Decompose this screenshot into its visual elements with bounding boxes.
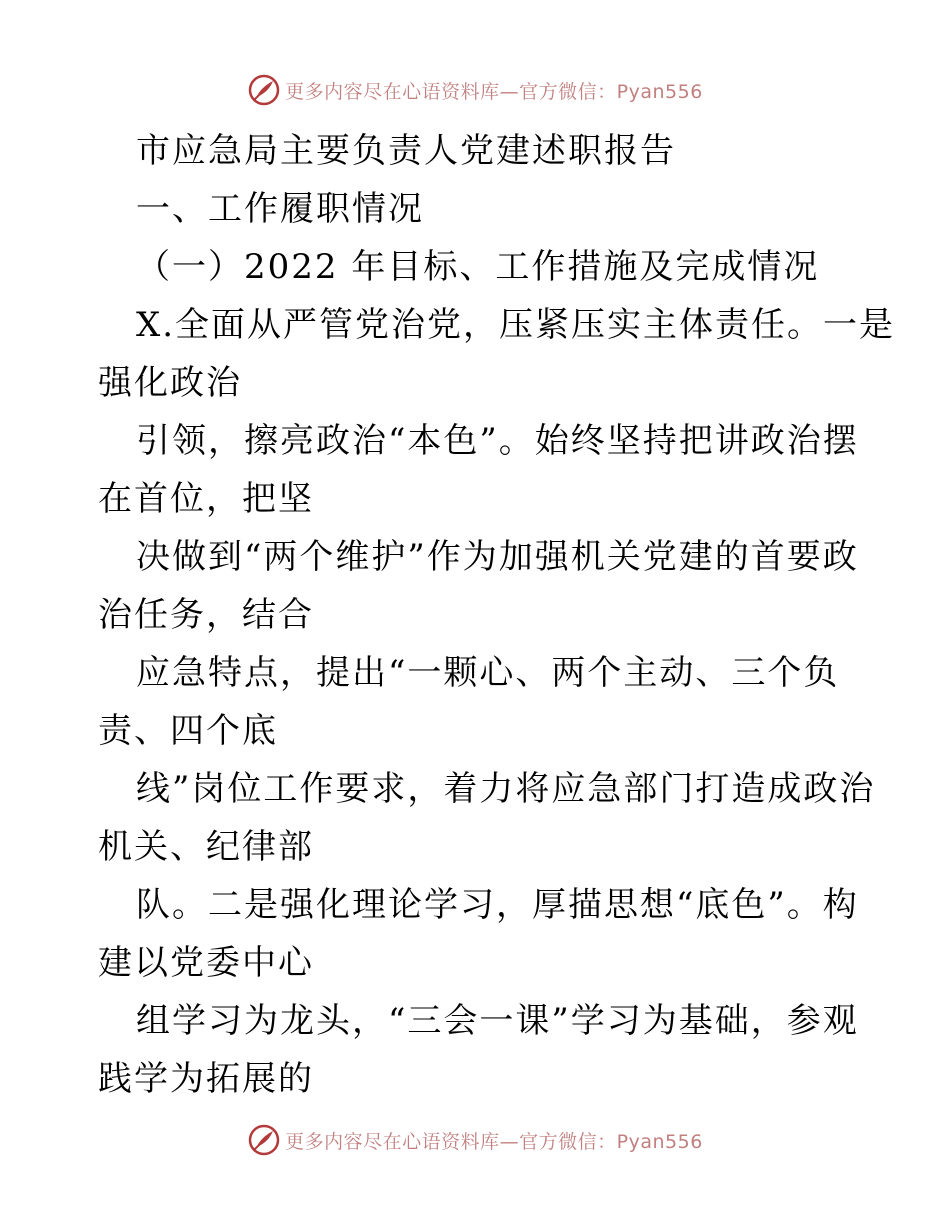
paragraph-line: 强化政治 xyxy=(98,363,242,403)
paragraph-line: 治任务，结合 xyxy=(98,595,314,635)
paragraph-line: 建以党委中心 xyxy=(98,943,314,983)
feather-circle-logo-icon xyxy=(247,73,281,107)
paragraph-line: 机关、纪律部 xyxy=(98,827,314,867)
header-watermark xyxy=(0,70,950,110)
paragraph-line: 线”岗位工作要求，着力将应急部门打造成政治 xyxy=(136,769,876,809)
footer-watermark xyxy=(0,1120,950,1160)
document-body xyxy=(98,122,896,1108)
paragraph-line: 应急特点，提出“一颗心、两个主动、三个负 xyxy=(136,653,840,693)
paragraph-line: 队。二是强化理论学习，厚描思想“底色”。构 xyxy=(136,885,859,925)
paragraph-line: 组学习为龙头，“三会一课”学习为基础，参观 xyxy=(136,1001,859,1041)
paragraph-line: 决做到“两个维护”作为加强机关党建的首要政 xyxy=(136,537,859,577)
paragraph-line: 在首位，把坚 xyxy=(98,479,314,519)
section-heading: 一、工作履职情况 xyxy=(136,189,424,229)
document-title: 市应急局主要负责人党建述职报告 xyxy=(136,131,676,171)
paragraph-line: 引领，擦亮政治“本色”。始终坚持把讲政治摆 xyxy=(136,421,859,461)
paragraph-line: 责、四个底 xyxy=(98,711,278,751)
paragraph-line: X.全面从严管党治党，压紧压实主体责任。一是 xyxy=(136,305,896,345)
watermark-text: 更多内容尽在心语资料库—官方微信：Pyan556 xyxy=(285,1130,703,1153)
paragraph-line: 践学为拓展的 xyxy=(98,1059,314,1099)
watermark-text: 更多内容尽在心语资料库—官方微信：Pyan556 xyxy=(285,80,703,103)
feather-circle-logo-icon xyxy=(247,1123,281,1157)
subsection-heading: （一）2022 年目标、工作措施及完成情况 xyxy=(136,247,820,287)
